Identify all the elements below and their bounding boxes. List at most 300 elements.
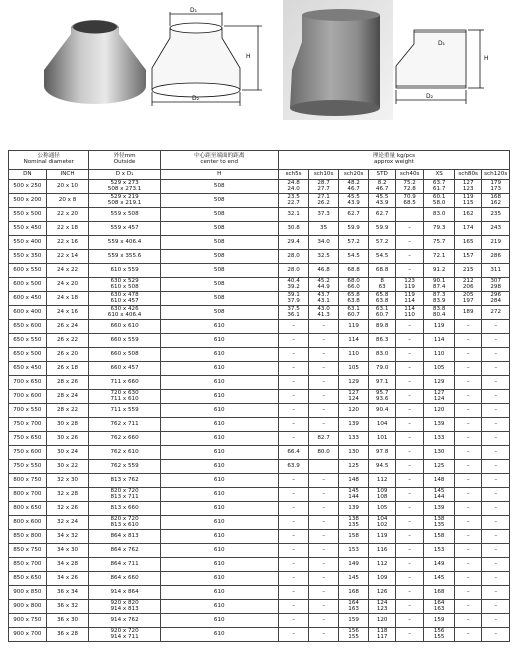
table-cell: 800 x 600 — [9, 516, 47, 530]
table-cell: 112 — [369, 474, 395, 488]
table-cell: 23.5 22.7 — [278, 194, 309, 208]
table-cell: 660 x 610 — [89, 320, 160, 334]
table-row — [9, 558, 510, 572]
table-cell: 68.8 — [369, 264, 395, 278]
table-row — [9, 474, 510, 488]
table-cell: 26 x 20 — [46, 348, 89, 362]
table-cell: – — [395, 348, 424, 362]
table-cell: – — [278, 432, 309, 446]
table-cell: 800 x 750 — [9, 474, 47, 488]
table-cell: 168 — [338, 586, 369, 600]
table-cell: 630 x 478 610 x 457 — [89, 292, 160, 306]
table-cell: 610 — [160, 600, 278, 614]
table-cell: 109 108 — [369, 488, 395, 502]
table-cell: – — [395, 488, 424, 502]
table-row — [9, 208, 510, 222]
table-cell: 550 x 450 — [9, 222, 47, 236]
table-row — [9, 194, 510, 208]
table-cell — [309, 460, 339, 474]
table-cell: – — [454, 460, 481, 474]
table-cell: 124 123 — [369, 600, 395, 614]
table-cell: 22 x 14 — [46, 250, 89, 264]
table-cell: 272 — [482, 306, 510, 320]
table-cell: – — [482, 628, 510, 642]
table-cell: 45.5 43.9 — [338, 194, 369, 208]
table-cell: – — [482, 572, 510, 586]
table-cell: 864 x 813 — [89, 530, 160, 544]
table-cell: – — [395, 222, 424, 236]
table-cell: 97.1 — [369, 376, 395, 390]
table-cell: – — [395, 264, 424, 278]
table-cell: – — [482, 586, 510, 600]
table-cell: 32 x 30 — [46, 474, 89, 488]
h-label-left: H — [246, 53, 251, 60]
table-cell: 30.8 — [278, 222, 309, 236]
table-cell: – — [482, 558, 510, 572]
table-cell: – — [454, 362, 481, 376]
table-cell: 529 x 219 508 x 219.1 — [89, 194, 160, 208]
approx-weight-header: 理论重量 kg/pcs approx weight — [278, 151, 509, 170]
table-cell: 37.5 36.1 — [278, 306, 309, 320]
table-row — [9, 530, 510, 544]
table-cell: 159 — [424, 614, 455, 628]
table-cell: 75.2 72.8 — [395, 180, 424, 194]
table-cell: 750 x 650 — [9, 432, 47, 446]
table-cell: 148 — [338, 474, 369, 488]
table-cell: – — [278, 488, 309, 502]
table-cell: 296 284 — [482, 292, 510, 306]
col-sch20s: sch20s — [338, 170, 369, 180]
table-cell: – — [482, 614, 510, 628]
table-cell: – — [454, 320, 481, 334]
table-cell: 43.0 41.3 — [309, 306, 339, 320]
table-cell: 720 x 630 711 x 610 — [89, 390, 160, 404]
table-cell: 850 x 650 — [9, 572, 47, 586]
table-row — [9, 222, 510, 236]
table-cell: 243 — [482, 222, 510, 236]
table-cell: 28.7 27.7 — [309, 180, 339, 194]
table-cell: 63.9 — [278, 460, 309, 474]
table-cell: – — [454, 348, 481, 362]
table-cell: 59.9 — [338, 222, 369, 236]
table-cell: 800 x 700 — [9, 488, 47, 502]
table-cell: 119 — [369, 530, 395, 544]
table-cell: 920 x 720 914 x 711 — [89, 628, 160, 642]
table-cell: 508 — [160, 194, 278, 208]
table-cell: – — [454, 446, 481, 460]
table-cell: 104 102 — [369, 516, 395, 530]
table-cell: – — [278, 334, 309, 348]
table-cell: – — [395, 460, 424, 474]
table-cell: – — [454, 334, 481, 348]
col-sch40s: sch40s — [395, 170, 424, 180]
table-cell: – — [309, 404, 339, 418]
table-cell: 22 x 18 — [46, 222, 89, 236]
table-cell: 600 x 400 — [9, 306, 47, 320]
table-cell: 68.0 66.0 — [338, 278, 369, 292]
table-row — [9, 572, 510, 586]
table-cell: 914 x 762 — [89, 614, 160, 628]
d2-label-left: D₂ — [192, 95, 200, 102]
table-cell: 850 x 800 — [9, 530, 47, 544]
table-cell: 139 — [424, 502, 455, 516]
table-cell: – — [395, 432, 424, 446]
table-cell: 126 — [369, 586, 395, 600]
table-cell: 500 x 200 — [9, 194, 47, 208]
table-cell: 508 — [160, 250, 278, 264]
table-cell: 610 x 559 — [89, 264, 160, 278]
table-cell: 138 135 — [424, 516, 455, 530]
table-row — [9, 236, 510, 250]
table-cell: 164 163 — [424, 600, 455, 614]
table-cell: 129 — [424, 376, 455, 390]
table-cell: 72.1 — [424, 250, 455, 264]
table-cell: – — [278, 530, 309, 544]
table-row — [9, 418, 510, 432]
table-cell: – — [309, 334, 339, 348]
table-row — [9, 306, 510, 320]
table-cell: 105 — [369, 502, 395, 516]
table-cell: 508 — [160, 306, 278, 320]
table-cell: 610 — [160, 446, 278, 460]
table-cell: 130 — [424, 446, 455, 460]
table-cell: 900 x 700 — [9, 628, 47, 642]
table-cell: 156 155 — [424, 628, 455, 642]
table-row — [9, 432, 510, 446]
table-cell: 500 x 250 — [9, 180, 47, 194]
table-cell: 34 x 26 — [46, 572, 89, 586]
table-cell: 550 x 350 — [9, 250, 47, 264]
table-cell: – — [454, 530, 481, 544]
table-cell: 105 — [424, 362, 455, 376]
table-cell: – — [395, 390, 424, 404]
col-sch120s: sch120s — [482, 170, 510, 180]
table-row — [9, 320, 510, 334]
table-cell: 45.5 43.9 — [369, 194, 395, 208]
table-row — [9, 614, 510, 628]
table-cell: 66.4 — [278, 446, 309, 460]
table-cell: 165 — [454, 236, 481, 250]
table-cell: 168 — [424, 586, 455, 600]
table-cell: 30 x 28 — [46, 418, 89, 432]
table-cell: 650 x 450 — [9, 362, 47, 376]
table-cell: 105 — [338, 362, 369, 376]
table-body — [9, 180, 510, 642]
col-dn: DN — [9, 170, 47, 180]
table-cell: – — [395, 572, 424, 586]
table-cell: 610 — [160, 474, 278, 488]
table-cell: 550 x 500 — [9, 208, 47, 222]
table-cell: 48.2 46.7 — [338, 180, 369, 194]
table-cell: – — [454, 544, 481, 558]
table-cell: 65.8 63.8 — [369, 292, 395, 306]
table-cell: 864 x 660 — [89, 572, 160, 586]
table-cell — [395, 208, 424, 222]
table-row — [9, 292, 510, 306]
table-cell: – — [309, 530, 339, 544]
table-cell: 650 x 600 — [9, 320, 47, 334]
table-cell: – — [309, 614, 339, 628]
table-cell: 559 x 508 — [89, 208, 160, 222]
table-cell: 610 — [160, 362, 278, 376]
table-cell: 660 x 457 — [89, 362, 160, 376]
table-cell: 900 x 750 — [9, 614, 47, 628]
table-cell: 660 x 559 — [89, 334, 160, 348]
table-cell: – — [309, 376, 339, 390]
table-cell: 145 — [338, 572, 369, 586]
table-cell: 110 — [338, 348, 369, 362]
table-cell: 30 x 26 — [46, 432, 89, 446]
table-cell: 800 x 650 — [9, 502, 47, 516]
table-cell: 8.2 46.7 — [369, 180, 395, 194]
table-cell: 97.8 — [369, 446, 395, 460]
table-cell: 54.5 — [338, 250, 369, 264]
table-cell: – — [395, 362, 424, 376]
table-cell: – — [278, 586, 309, 600]
table-cell: 750 x 550 — [9, 460, 47, 474]
table-cell: 650 x 500 — [9, 348, 47, 362]
table-cell: – — [309, 390, 339, 404]
table-cell: 26 x 18 — [46, 362, 89, 376]
table-cell: 508 — [160, 278, 278, 292]
table-row — [9, 362, 510, 376]
table-cell: 46.8 — [309, 264, 339, 278]
table-cell: – — [482, 488, 510, 502]
table-cell: – — [278, 390, 309, 404]
table-cell: 139 — [424, 418, 455, 432]
table-cell: – — [309, 628, 339, 642]
table-cell: 24 x 16 — [46, 306, 89, 320]
table-row — [9, 250, 510, 264]
table-cell: – — [454, 488, 481, 502]
table-cell: 660 x 508 — [89, 348, 160, 362]
table-cell: 125 — [424, 460, 455, 474]
table-cell: 30 x 24 — [46, 446, 89, 460]
d1-label-right: D₁ — [438, 40, 446, 47]
table-cell: 168 162 — [482, 194, 510, 208]
table-row — [9, 264, 510, 278]
table-cell: 630 x 426 610 x 406.4 — [89, 306, 160, 320]
table-cell: 36 x 30 — [46, 614, 89, 628]
table-cell: 820 x 720 813 x 610 — [89, 516, 160, 530]
table-cell: 35 — [309, 222, 339, 236]
table-cell: 120 — [369, 614, 395, 628]
table-cell: 205 197 — [454, 292, 481, 306]
table-cell: 90.1 87.4 — [424, 278, 455, 292]
table-cell: 116 — [369, 544, 395, 558]
table-cell: 119 114 — [395, 292, 424, 306]
col-std: STD — [369, 170, 395, 180]
table-cell: 119 — [424, 320, 455, 334]
table-cell: 864 x 762 — [89, 544, 160, 558]
table-cell: 62.7 — [338, 208, 369, 222]
table-cell: 54.5 — [369, 250, 395, 264]
table-cell: 114 — [338, 334, 369, 348]
table-cell: – — [278, 628, 309, 642]
table-cell: 139 — [338, 418, 369, 432]
table-cell: – — [395, 516, 424, 530]
table-cell: – — [309, 558, 339, 572]
table-cell: – — [482, 404, 510, 418]
table-cell: – — [309, 544, 339, 558]
table-cell: 311 — [482, 264, 510, 278]
table-cell: 139 — [338, 502, 369, 516]
table-cell: 900 x 800 — [9, 600, 47, 614]
table-cell: 8 63 — [369, 278, 395, 292]
table-cell: 20 x 10 — [46, 180, 89, 194]
table-cell: – — [278, 474, 309, 488]
table-cell: – — [395, 446, 424, 460]
table-cell: 125 — [338, 460, 369, 474]
table-cell: 119 — [338, 320, 369, 334]
table-cell: 80.0 — [309, 446, 339, 460]
table-cell: 70.9 68.5 — [395, 194, 424, 208]
table-cell: – — [482, 348, 510, 362]
table-cell: 153 — [424, 544, 455, 558]
table-cell: 813 x 660 — [89, 502, 160, 516]
table-cell: 24 x 22 — [46, 264, 89, 278]
table-cell: 813 x 762 — [89, 474, 160, 488]
nominal-diameter-header: 公称通径 Nominal diameter — [9, 151, 89, 170]
table-row — [9, 278, 510, 292]
table-cell: – — [482, 362, 510, 376]
table-cell: 600 x 550 — [9, 264, 47, 278]
table-cell: – — [482, 320, 510, 334]
table-cell: 156 155 — [338, 628, 369, 642]
table-cell: 34 x 28 — [46, 558, 89, 572]
col-h: H — [160, 170, 278, 180]
table-cell: 610 — [160, 320, 278, 334]
col-sch80s: sch80s — [454, 170, 481, 180]
table-cell: 83.0 — [424, 208, 455, 222]
table-cell: – — [309, 348, 339, 362]
table-cell: – — [454, 502, 481, 516]
table-cell: 820 x 720 813 x 711 — [89, 488, 160, 502]
table-cell: – — [395, 530, 424, 544]
table-cell: 174 — [454, 222, 481, 236]
reducer-dimension-table — [8, 150, 510, 642]
table-cell: – — [454, 390, 481, 404]
table-cell: 610 — [160, 614, 278, 628]
table-cell: – — [454, 600, 481, 614]
table-cell: 610 — [160, 488, 278, 502]
table-cell: – — [482, 418, 510, 432]
table-cell: 104 — [369, 418, 395, 432]
table-row — [9, 544, 510, 558]
table-cell: 559 x 406.4 — [89, 236, 160, 250]
table-cell: 610 — [160, 432, 278, 446]
table-cell: 508 — [160, 264, 278, 278]
table-cell: 79.3 — [424, 222, 455, 236]
table-cell: 762 x 610 — [89, 446, 160, 460]
table-cell: 159 — [338, 614, 369, 628]
table-cell: – — [278, 516, 309, 530]
table-cell: 762 x 660 — [89, 432, 160, 446]
table-cell: 109 — [369, 572, 395, 586]
table-cell: 235 — [482, 208, 510, 222]
table-cell: 32.5 — [309, 250, 339, 264]
table-cell: 711 x 660 — [89, 376, 160, 390]
reducer-figure-area — [0, 0, 518, 145]
d2-label-right: D₂ — [426, 93, 434, 100]
table-cell: 212 206 — [454, 278, 481, 292]
table-cell: 75.7 — [424, 236, 455, 250]
table-cell: 22 x 20 — [46, 208, 89, 222]
table-cell: 110 — [424, 348, 455, 362]
table-cell: 700 x 650 — [9, 376, 47, 390]
table-cell: 22 x 16 — [46, 236, 89, 250]
table-cell: 63.1 60.7 — [369, 306, 395, 320]
table-cell: – — [482, 544, 510, 558]
table-cell: 508 — [160, 180, 278, 194]
table-cell: 24.8 24.0 — [278, 180, 309, 194]
table-cell: 508 — [160, 292, 278, 306]
table-cell: 133 — [338, 432, 369, 446]
table-row — [9, 460, 510, 474]
table-cell: 127 123 — [454, 180, 481, 194]
table-row — [9, 348, 510, 362]
table-cell: – — [454, 404, 481, 418]
table-cell: 711 x 559 — [89, 404, 160, 418]
table-cell: – — [454, 558, 481, 572]
table-cell: – — [309, 488, 339, 502]
table-cell: 610 — [160, 530, 278, 544]
table-cell: 82.7 — [309, 432, 339, 446]
table-cell: 65.8 63.8 — [338, 292, 369, 306]
table-cell: – — [454, 628, 481, 642]
table-cell: – — [278, 376, 309, 390]
concentric-reducer-photo — [0, 0, 150, 118]
table-cell: 750 x 700 — [9, 418, 47, 432]
table-cell: – — [454, 418, 481, 432]
table-cell: – — [482, 446, 510, 460]
table-cell: – — [482, 516, 510, 530]
table-cell: – — [454, 572, 481, 586]
table-row — [9, 334, 510, 348]
table-cell: – — [482, 530, 510, 544]
eccentric-reducer-photo — [283, 0, 393, 120]
table-cell: 750 x 600 — [9, 446, 47, 460]
table-row — [9, 390, 510, 404]
d1-label-left: D₁ — [190, 7, 198, 14]
table-cell: 650 x 550 — [9, 334, 47, 348]
table-cell: 68.8 — [338, 264, 369, 278]
table-cell: 762 x 559 — [89, 460, 160, 474]
table-cell: 57.2 — [338, 236, 369, 250]
table-cell: 219 — [482, 236, 510, 250]
table-cell: 145 144 — [424, 488, 455, 502]
table-row — [9, 516, 510, 530]
table-cell: 157 — [454, 250, 481, 264]
table-cell: – — [309, 572, 339, 586]
table-cell: 559 x 355.6 — [89, 250, 160, 264]
table-row — [9, 628, 510, 642]
col-sch10s: sch10s — [309, 170, 339, 180]
table-cell: 29.4 — [278, 236, 309, 250]
table-cell: 610 — [160, 544, 278, 558]
table-cell: – — [395, 236, 424, 250]
table-cell: 24 x 20 — [46, 278, 89, 292]
table-cell: – — [454, 586, 481, 600]
table-cell: – — [482, 432, 510, 446]
table-cell: 307 298 — [482, 278, 510, 292]
table-cell: 94.5 — [369, 460, 395, 474]
table-cell: – — [278, 362, 309, 376]
table-cell: – — [395, 628, 424, 642]
table-cell: – — [482, 600, 510, 614]
table-cell: 39.1 37.9 — [278, 292, 309, 306]
table-cell: 83.8 80.4 — [424, 306, 455, 320]
